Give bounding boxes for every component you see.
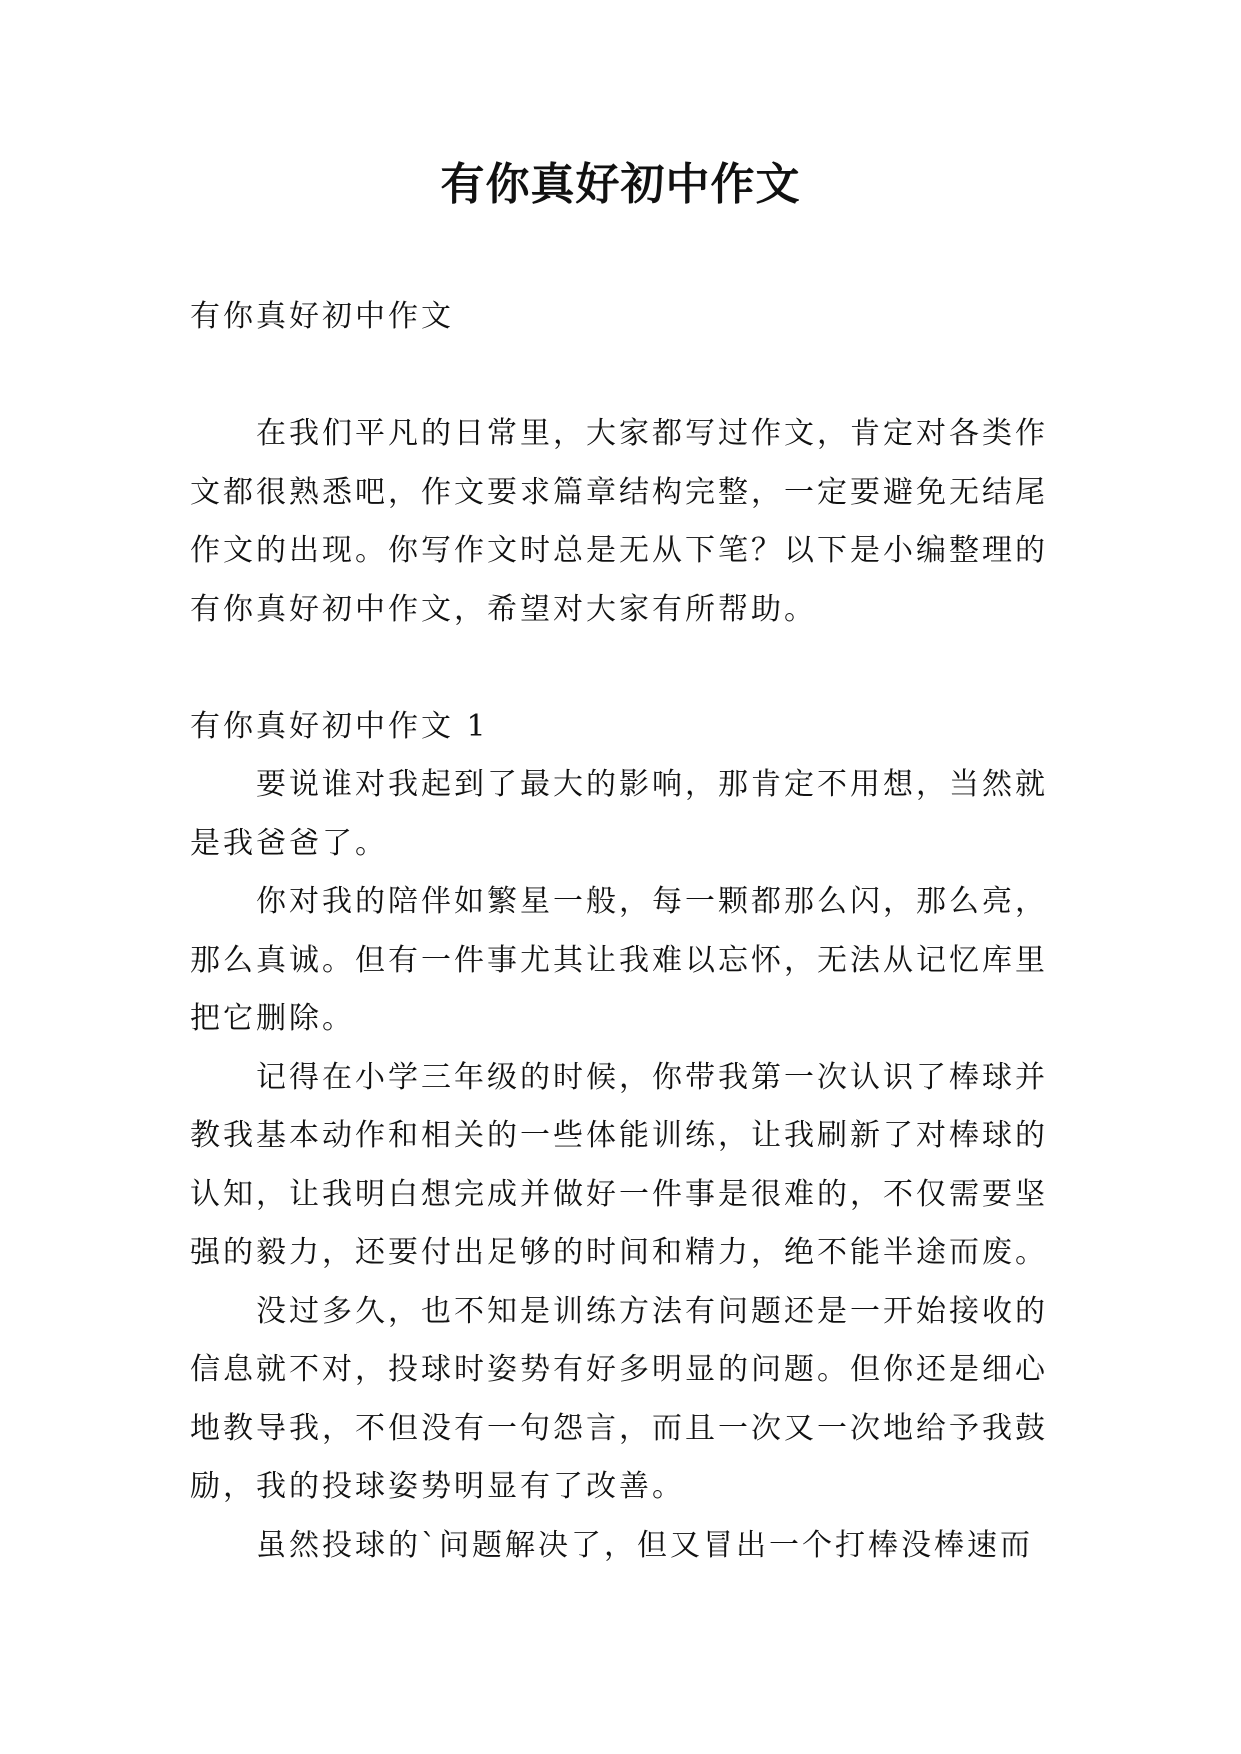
paragraph-gap: [190, 639, 1060, 698]
body-paragraph-4: 没过多久，也不知是训练方法有问题还是一开始接收的信息就不对，投球时姿势有好多明显的问题。但你还是细心地教导我，不但没有一句怨言，而且一次又一次地给予我鼓励，我的投球姿势明显有了改善。: [190, 1293, 1048, 1504]
body-paragraph-2: 你对我的陪伴如繁星一般，每一颗都那么闪，那么亮，那么真诚。但有一件事尤其让我难以忘怀，无法从记忆库里把它删除。: [190, 884, 1048, 1036]
document-title: 有你真好初中作文: [440, 159, 801, 210]
body-paragraph-1: 要说谁对我起到了最大的影响，那肯定不用想，当然就是我爸爸了。: [190, 767, 1048, 861]
body-paragraph-3: 记得在小学三年级的时候，你带我第一次认识了棒球并教我基本动作和相关的一些体能训练，让我刷新了对棒球的认知，让我明白想完成并做好一件事是很难的，不仅需要坚强的毅力，还要付出足够的时间和精力，绝不能半途而废。: [190, 1059, 1048, 1270]
section-heading: 有你真好初中作文 1: [190, 708, 489, 744]
document-body: [190, 288, 1060, 1575]
intro-paragraph: 在我们平凡的日常里，大家都写过作文，肯定对各类作文都很熟悉吧，作文要求篇章结构完整，一定要避免无结尾作文的出现。你写作文时总是无从下笔？以下是小编整理的有你真好初中作文，希望对大家有所帮助。: [190, 416, 1048, 627]
document-subtitle: 有你真好初中作文: [190, 299, 454, 334]
body-paragraph-5: 虽然投球的`问题解决了，但又冒出一个打棒没棒速而: [256, 1527, 1033, 1563]
